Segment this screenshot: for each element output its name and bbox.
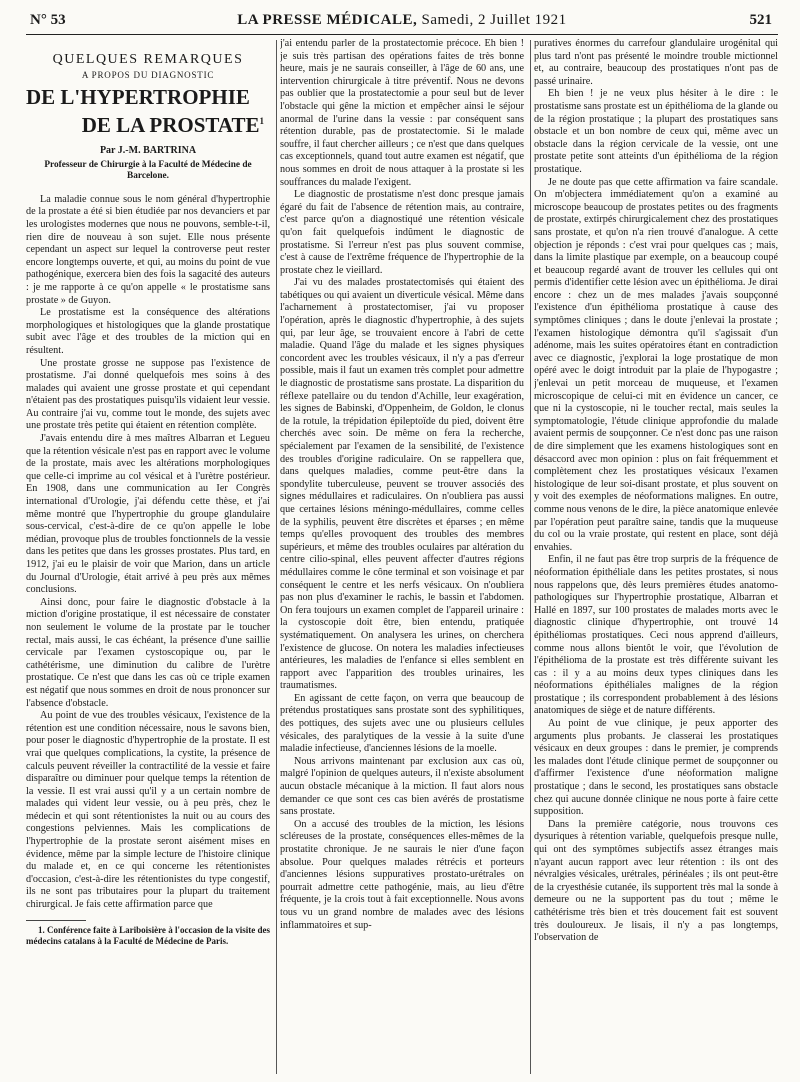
masthead-title: LA PRESSE MÉDICALE, bbox=[237, 12, 418, 28]
paragraph: Ainsi donc, pour faire le diagnostic d'obstacle à la miction d'origine prostatique, il est nécessaire de constater non seulement le volume de la prostate par le toucher rectal, mais aussi, le cas échéant, la présence d'une saillie cervicale par l'examen cystoscopique ou, par le cathétérisme, une diminution du calibre de l'urètre prostatique. Ce n'est que dans les cas où ce triple examen est négatif que nous sommes en droit de nous prononcer sur l'absence d'obstacle. bbox=[26, 596, 270, 709]
running-header bbox=[26, 8, 778, 35]
paragraph: J'avais entendu dire à mes maîtres Albarran et Legueu que la rétention vésicale n'est pas en rapport avec le volume de la prostate, mais avec les altérations morphologiques que celle-ci imprime au col vésical et à l'urètre postérieur. En 1908, dans une communication au Ier Congrès international d'Urologie, j'ai défendu cette thèse, et j'ai même montré que l'hypertrophie du groupe glandulaire sous-cervical, c'est-à-dire de ce qu'on appelle le lobe médian, provoque plus de troubles fonctionnels de la vessie dans les petites que dans les grosses prostates. Plus tard, en 1912, j'ai eu le plaisir de voir que Marion, dans un article du Journal d'Urologie, était arrivé à peu près aux mêmes conclusions. bbox=[26, 433, 270, 596]
paragraph: Enfin, il ne faut pas être trop surpris de la fréquence de néoformation épithéliale dans les petites prostates, si nous nous rappelons que, dès leurs premières études anatomo-pathologiques sur l'hypertrophie prostatique, Albarran et Hallé en 1897, sur 100 prostates de malades morts avec le diagnostic clinique d'hypertrophie, ont trouvé 14 épithéliomas prostatiques. Ceci nous apprend d'ailleurs, comme nous allons bientôt le voir, que l'évolution de l'épithélioma de la prostate est très différente suivant les cas : il y a au moins deux types cliniques dans les néoformations épithéliales malignes de la région prostatique ; ils correspondent probablement à des lésions anatomiques de siège et de nature différents. bbox=[534, 554, 778, 717]
newspaper-page bbox=[26, 8, 778, 1074]
paragraph: Eh bien ! je ne veux plus hésiter à le dire : le prostatisme sans prostate est un épithélioma de la glande ou de la région prostatique ; la plupart des prostatiques sans obstacle et un bon nombre de ceux qui, même avec un obstacle dans la région cervicale de la vessie, ont une prostate petite sont atteints d'un épithélioma de la région prostatique. bbox=[534, 88, 778, 175]
author-affiliation: Professeur de Chirurgie à la Faculté de Médecine de Barcelone. bbox=[44, 159, 252, 181]
author-byline: Par J.-M. BARTRINA bbox=[99, 145, 197, 157]
paragraph: Dans la première catégorie, nous trouvons ces dysuriques à rétention variable, quelquefois presque nulle, qui ont des symptômes subjectifs assez étranges mais n'ayant aucun rapport avec leur rétention : ils ont des névralgies vésicales, urétrales, périnéales ; ils ont peut-être de la cryesthésie cutanée, ils supportent très mal la sonde à demeure ou ne la supportent pas du tout ; même le cathétérisme très bien et très doucement fait est souvent très douloureux. Je lisais, il n'y a pas longtemps, l'observation de bbox=[534, 818, 778, 944]
paragraph: Le diagnostic de prostatisme n'est donc presque jamais égaré du fait de l'absence de rétention mais, au contraire, c'est parce qu'on a diagnostiqué une rétention vésicale qu'on fait quelquefois indûment le diagnostic de prostatisme. Si l'erreur n'est pas plus souvent commise, c'est à cause de l'extrême fréquence de l'hypertrophie de la prostate chez le vieillard. bbox=[280, 189, 524, 276]
paragraph: Une prostate grosse ne suppose pas l'existence de prostatisme. J'ai donné quelquefois mes soins à des malades qui avaient une grosse prostate et qui cependant n'étaient pas des prostatiques puisqu'ils vidaient leur vessie. Au contraire j'ai vu, comme tout le monde, des sujets avec une prostate très petite qui étaient en rétention complète. bbox=[26, 357, 270, 432]
masthead bbox=[26, 12, 778, 29]
footnote-rule bbox=[26, 920, 86, 921]
footnote: 1. Conférence faite à Lariboisière à l'occasion de la visite des médecins catalans à la Faculté de Médecine de Paris. bbox=[26, 924, 270, 946]
paragraph: Au point de vue des troubles vésicaux, l'existence de la rétention est une condition nécessaire, nous le savons bien, pour poser le diagnostic d'hypertrophie de la prostate. Il est vrai que quelques complications, la cystite, la présence de calculs peuvent réveiller la contractilité de la vessie et faire disparaître ou diminuer pour quelque temps la rétention de la vessie. Il est vrai aussi qu'il y a un certain nombre de malades qui vident leur vessie, ou à peu près, chez le médecin et qui sont rétentionistes la nuit ou au cours des congestions pelviennes. Mais les complications de l'hypertrophie de la prostate seront aisément mises en évidence, même par la simple lecture de l'histoire clinique du malade et, en ce qui concerne les rétentionistes d'occasion, c'est-à-dire les rétentionistes du type congestif, ils ne sont pas tributaires pour la plupart du traitement chirurgical. Je fais cette affirmation parce que bbox=[26, 710, 270, 911]
article-subkicker: A PROPOS DU DIAGNOSTIC bbox=[81, 69, 215, 80]
article-title-line-1: DE L'HYPERTROPHIE bbox=[26, 85, 250, 110]
paragraph: Au point de vue clinique, je peux apporter des arguments plus probants. Je classerai les prostatiques vésicaux en deux groupes : dans le premier, je comprends les malades dont l'étude clinique permet de soupçonner ou d'affirmer l'existence d'une néoformation maligne prostatique ; dans le second, les prostatiques sans obstacle chez qui aucune donnée clinique ne nous porte à faire cette supposition. bbox=[534, 718, 778, 818]
paragraph: Nous arrivons maintenant par exclusion aux cas où, malgré l'opinion de quelques auteurs, il n'existe absolument aucun obstacle mécanique à la miction. Il faut alors nous demander ce que sont ces cas bien avérés de prostatisme sans prostate. bbox=[280, 755, 524, 818]
paragraph: En agissant de cette façon, on verra que beaucoup de prétendus prostatiques sans prostate sont des syphilitiques, des pottiques, des sujets avec une ou plusieurs cellules vésicales, des paralytiques de la vessie à la suite d'une maladie infectieuse, d'anciennes lésions de la moelle. bbox=[280, 692, 524, 755]
text-columns bbox=[26, 38, 778, 1074]
article-title-line-2 bbox=[26, 109, 270, 137]
paragraph: puratives énormes du carrefour glandulaire urogénital qui plus tard n'ont pas présenté le moindre trouble mictionnel et, au contraire, beaucoup des prostatiques n'ont pas de passé urinaire. bbox=[534, 38, 778, 87]
article-kicker: QUELQUES REMARQUES bbox=[52, 52, 244, 67]
column-rule bbox=[276, 40, 277, 1074]
paragraph: Le prostatisme est la conséquence des altérations morphologiques et histologiques que la glande prostatique subit avec l'âge et des troubles de la miction qui en résultent. bbox=[26, 307, 270, 356]
issue-number: N° 53 bbox=[30, 12, 66, 28]
page-number: 521 bbox=[749, 12, 772, 28]
paragraph: Je ne doute pas que cette affirmation va faire scandale. On m'objectera immédiatement qu'on a examiné au microscope beaucoup de prostates petites ou des fragments de prostate, extirpés chirurgicalement chez des prostatiques sans prostate, et qu'on n'a rien trouvé d'analogue. A cette objection je réponds : c'est vrai pour quelques cas ; mais, dans la limite plastique par exemple, on a beaucoup coupé et beaucoup regardé avant de trouver les cellules qui ont permis d'identifier cette lésion avec un épithélioma. Je dirai encore : chez un de mes malades j'avais soupçonné l'existence d'un épithélioma prostatique à cause des symptômes cliniques ; dans le doute j'enlevai la prostate ; l'examen histologique démontra qu'il s'agissait d'un adénome, mais les suites opératoires étant en contradiction avec ce diagnostic, j'explorai la loge prostatique de mon opéré avec le doigt introduit par la plaie de l'hypogastre ; j'enlevai un petit morceau de muqueuse, et l'examen microscopique de celui-ci mit en évidence un cancer, ce que ni la cystoscopie, ni le toucher rectal, mais seules la symptomatologie, l'étude clinique approfondie du malade avaient permis de soupçonner. Ce n'est donc pas une raison de dire simplement que les examens histologiques sont en désaccord avec mon opinion : plus on fait fréquemment et complètement chez les prostatiques vésicaux l'examen histologique de leur soi-disant prostate, et plus souvent on y voit des exemples de néoformations malignes. En outre, comme nous venons de le dire, la pièce anatomique enlevée par l'opération peut paraître saine, tandis que la muqueuse du col ou la vraie prostate, qui restent en place, sont déjà envahies. bbox=[534, 176, 778, 553]
column-3 bbox=[534, 38, 778, 1074]
paragraph: On a accusé des troubles de la miction, les lésions scléreuses de la prostate, conséquences elles-mêmes de la prostatite chronique. Je ne saurais le nier d'une façon absolue. Pour quelques malades rétrécis et porteurs d'anciennes lésions suppuratives prostato-urétrales on pourrait admettre cette pathogénie, mais, au lieu d'être fréquente, je la crois tout à fait exceptionnelle. Nous avons tous vu un grand nombre de malades avec des lésions inflammatoires et sup- bbox=[280, 818, 524, 931]
paragraph: j'ai entendu parler de la prostatectomie précoce. Eh bien ! je suis très partisan des opérations faites de très bonne heure, mais je ne saurais conseiller, à l'âge de 60 ans, une intervention chirurgicale à titre préventif. Nous ne devons pas oublier que la prostatectomie a pour seul but de lever l'obstacle qui gêne la miction et empêcher ainsi le séjour anormal de l'urine dans la vessie : par conséquent sans rétention durable, pas de prostatectomie. Si le malade souffre, il faut chercher ailleurs ; ce n'est que dans quelques cas exceptionnels, quand tout autre examen est négatif, que nous sommes en droit de nous attaquer à la prostate si les souffrances du malade l'exigent. bbox=[280, 38, 524, 188]
column-rule bbox=[530, 40, 531, 1074]
column-1 bbox=[26, 38, 270, 1074]
footnote-marker: 1 bbox=[259, 116, 264, 127]
column-2 bbox=[280, 38, 524, 1074]
paragraph: J'ai vu des malades prostatectomisés qui étaient des tabétiques ou qui avaient un diverticule vésical. Même dans l'acharnement à prostatectomiser, j'ai vu proposer l'opération, après le diagnostic d'hypertrophie, à des sujets qui, par leur âge, se trouvaient encore à l'abri de cette maladie. Quand l'âge du malade et les signes physiques concordent avec les troubles vésicaux, il n'y a pas d'erreur possible, mais il faut un examen très complet pour admettre le diagnostic de prostatisme sans prostate. La disparition du réflexe patellaire ou du tendon d'Achille, leur exagération, les signes de Babinski, d'Oppenheim, de Goldon, le clonus de la rotule, la trépidation épileptoïde du pied, doivent être cherchés avec soin. De même on fera la recherche, spécialement par l'examen de la sensibilité, de l'existence des troubles d'origine radiculaire. On se rappellera que, dans quelques maladies, comme peut-être dans la spondylite tuberculeuse, peuvent se trouver associés des signes médullaires et radiculaires. On n'oubliera pas aussi que certaines lésions méningo-médullaires, comme celles de la syphilis, peuvent être discrètes et éparses ; en même temps qu'elles provoquent des troubles des membres supérieurs, et même des troubles oculaires par altération du centre cilio-spinal, elles peuvent affecter d'autres régions médullaires comme le cône terminal et son voisinage et par conséquent le centre et les nerfs vésicaux. On n'oubliera pas non plus d'examiner le rachis, le bassin et l'abdomen. On fera toujours un examen complet de l'appareil urinaire : la cystoscopie doit être, bien entendu, pratiquée systématiquement. On analysera les urines, on cherchera l'existence de glucose. On notera les maladies infectieuses antérieures, les maladies de l'enfance si elles semblent en rapport avec l'apparition des troubles urinaires, les traumatismes. bbox=[280, 277, 524, 692]
issue-date: Samedi, 2 Juillet 1921 bbox=[421, 12, 567, 28]
paragraph: La maladie connue sous le nom général d'hypertrophie de la prostate a été si bien étudiée par nos devanciers et par les urologistes modernes que nous ne pouvons, semble-t-il, rien dire de nouveau à son sujet. Elle nous présente cependant un aspect sur lequel la controverse peut rester encore longtemps ouverte, et qui, au moins du point de vue pathogénique, exercera bien des fois la sagacité des auteurs : je me rapporte à ce qu'on appelle « le prostatisme sans prostate » de Guyon. bbox=[26, 193, 270, 306]
article-title-text: DE LA PROSTATE bbox=[81, 113, 260, 138]
